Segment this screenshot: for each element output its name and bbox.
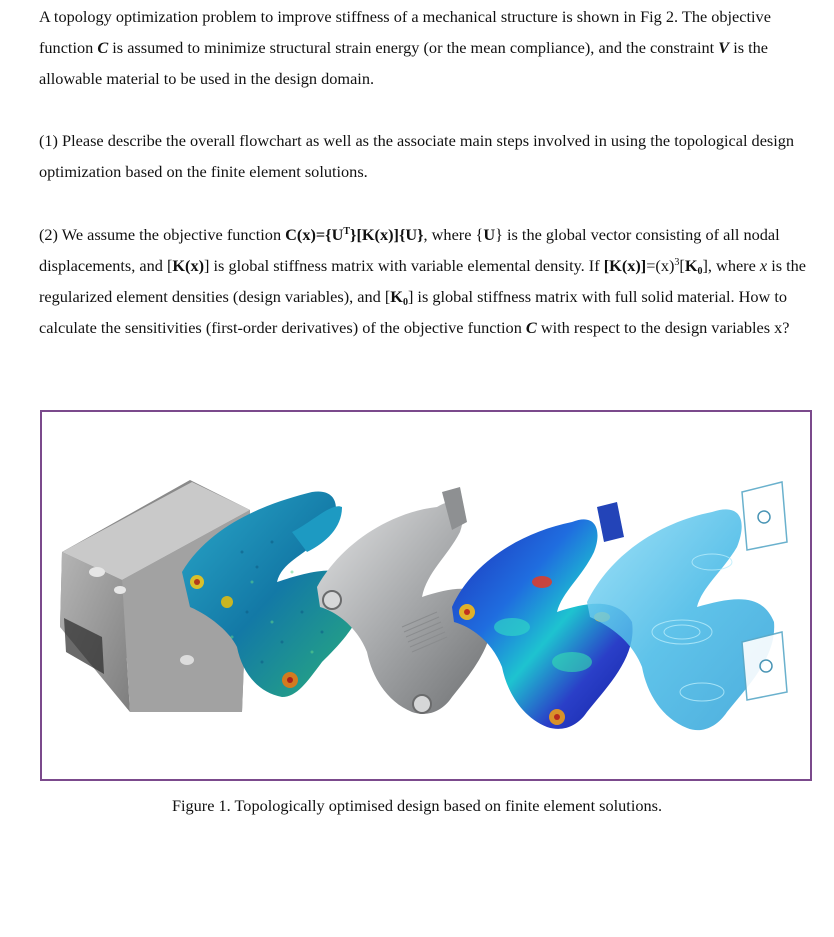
- intro-text-3: is the allowable material to be used in the design domain.: [39, 38, 769, 88]
- q2-text-5: =(x): [646, 256, 675, 275]
- intro-text-2: is assumed to minimize structural strain energy (or the mean compliance), and the constraint: [108, 38, 719, 57]
- symbol-kx: K(x): [172, 256, 205, 275]
- q2-text-8: is the regularized element densities (design variables), and [: [39, 256, 807, 306]
- figure-caption: Figure 1. Topologically optimised design based on finite element solutions.: [171, 796, 663, 815]
- figure-frame: [40, 410, 812, 781]
- q2-text-10: with respect to the design variables x?: [536, 318, 790, 337]
- symbol-u: U: [483, 225, 496, 244]
- intro-text-1: A topology optimization problem to improve stiffness of a mechanical structure is shown in Fig 2. The objective function: [39, 7, 771, 57]
- formula-stiffness: [K(x)]: [603, 256, 647, 275]
- q2-text-9: ] is global stiffness matrix with full solid material. How to calculate the sensitivities (first-order derivatives) of the objective function: [39, 287, 788, 337]
- q2-text-4: ] is global stiffness matrix with variable elemental density. If: [204, 256, 604, 275]
- question-2: (2) We assume the objective function $C(x)=\{U^T\}[K(x)]\{U\}$, where {U} is the global vector consisting of all nodal displacements, and [K(x)] is global stiffness matrix with variable elemental density. If $[K(x)]=(x)^3[K_0]$, where x is the regularized element densities (design variables), and $[K_0]$ is global stiffness matrix with full solid material. How to calculate the sensitivities (first-order derivatives) of the objective function C with respect to the design variables x?: [39, 225, 807, 337]
- symbol-c-2: C: [525, 318, 537, 337]
- q2-text-2: , where {: [423, 225, 484, 244]
- intro-paragraph: [39, 1, 814, 94]
- formula-objective: $C(x)=\{U^T\}[K(x)]\{U\}$: [285, 225, 424, 244]
- symbol-v: V: [718, 38, 730, 57]
- topology-figure: [42, 412, 810, 779]
- question-1: [39, 125, 814, 187]
- exponent-3: 3: [674, 257, 680, 268]
- symbol-x: x: [759, 256, 768, 275]
- q2-text-1: (2) We assume the objective function: [39, 225, 286, 244]
- q2-text-3: } is the global vector consisting of all nodal displacements, and [: [39, 225, 780, 275]
- symbol-k0-b: $K_0$: [390, 287, 408, 308]
- symbol-k0: $K_0$: [684, 256, 703, 277]
- symbol-c: C: [97, 38, 109, 57]
- question-1-text: (1) Please describe the overall flowchart as well as the associate main steps involved in using the topological design optimization based on the finite element solutions.: [39, 131, 795, 181]
